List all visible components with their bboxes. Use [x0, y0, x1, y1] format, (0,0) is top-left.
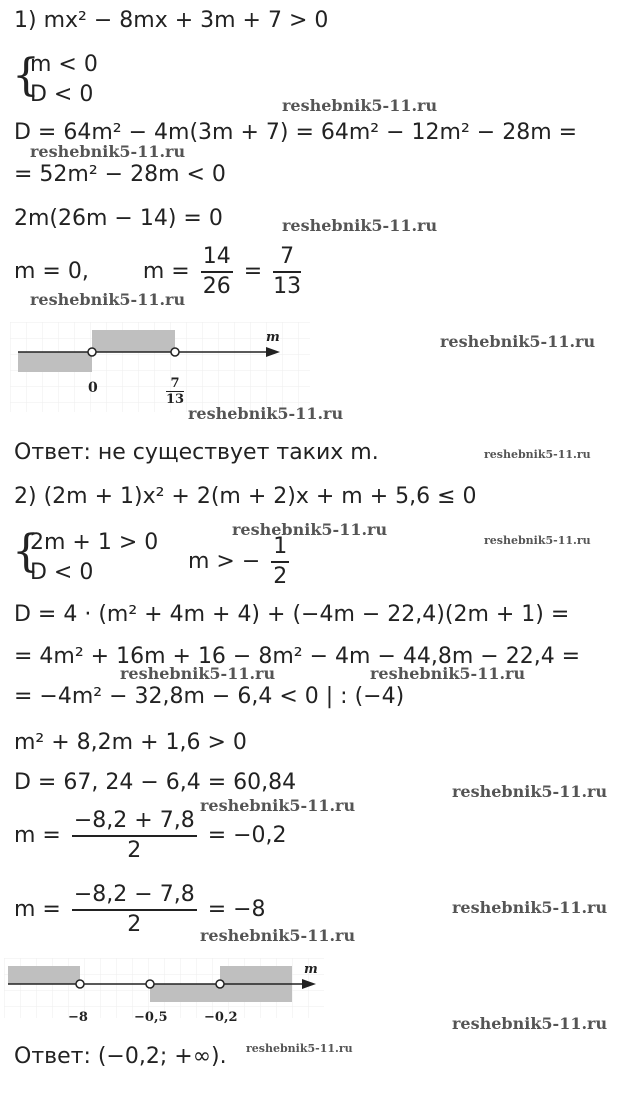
- watermark: reshebnik5-11.ru: [120, 664, 276, 683]
- reduced-inequality: m² + 8,2m + 1,6 > 0: [14, 730, 247, 755]
- system-brace-2: {: [12, 526, 40, 577]
- system2-line2: D < 0: [30, 560, 94, 585]
- d2-value: D = 67, 24 − 6,4 = 60,84: [14, 770, 297, 795]
- point-zero: [88, 348, 96, 356]
- tick-minus-0-5: −0,5: [134, 1010, 168, 1025]
- discriminant-line1: D = 64m² − 4m(3m + 7) = 64m² − 12m² − 28m =: [14, 120, 578, 145]
- number-line-1: [10, 322, 310, 412]
- watermark: reshebnik5-11.ru: [452, 782, 608, 801]
- answer-1: Ответ: не существует таких m.: [14, 440, 379, 465]
- watermark: reshebnik5-11.ru: [282, 216, 438, 235]
- d2-line2: = 4m² + 16m + 16 − 8m² − 4m − 44,8m − 22,4 =: [14, 644, 581, 669]
- discriminant-line2: = 52m² − 28m < 0: [14, 162, 226, 187]
- root-2: m = $\frac{-8,2 - 7,8}{2}$ = −8: [14, 882, 266, 937]
- system2-line1: 2m + 1 > 0: [30, 530, 159, 555]
- watermark: reshebnik5-11.ru: [452, 1014, 608, 1033]
- equals-sign: =: [243, 259, 263, 284]
- tick-7-13: 7 13: [166, 376, 185, 407]
- fraction-root-2: $\frac{-8,2 - 7,8}{2}$: [73, 882, 195, 937]
- roots-equation: 2m(26m − 14) = 0: [14, 206, 223, 231]
- tick-minus-0-2: −0,2: [204, 1010, 238, 1025]
- point-minus-0-5: [146, 980, 154, 988]
- shade-middle: [92, 330, 175, 352]
- point-minus-0-2: [216, 980, 224, 988]
- watermark: reshebnik5-11.ru: [30, 142, 186, 161]
- condition-m: m > − $\frac{1}{2}$: [188, 534, 288, 589]
- system-brace: {: [12, 50, 40, 101]
- fraction-root-1: $\frac{-8,2 + 7,8}{2}$: [73, 808, 195, 863]
- problem1-inequality: 1) mx² − 8mx + 3m + 7 > 0: [14, 8, 329, 33]
- watermark: reshebnik5-11.ru: [30, 290, 186, 309]
- tick-0: 0: [88, 380, 98, 396]
- root-label: m =: [142, 259, 190, 284]
- fraction-14-26: $\frac{14}{26}$: [202, 244, 231, 299]
- tick-minus-8: −8: [68, 1010, 88, 1025]
- fraction-1-2: $\frac{1}{2}$: [273, 534, 288, 589]
- number-line-2: [4, 958, 324, 1018]
- watermark: reshebnik5-11.ru: [232, 520, 388, 539]
- watermark: reshebnik5-11.ru: [246, 1042, 353, 1055]
- shade-right-2: [220, 966, 292, 984]
- fraction-7-13: $\frac{7}{13}$: [273, 244, 302, 299]
- watermark: reshebnik5-11.ru: [200, 926, 356, 945]
- axis-label-m-2: m: [304, 962, 318, 977]
- watermark: reshebnik5-11.ru: [200, 796, 356, 815]
- d2-line3: = −4m² − 32,8m − 6,4 < 0 | : (−4): [14, 684, 405, 709]
- shade-left-2: [8, 966, 80, 984]
- root-1: m = $\frac{-8,2 + 7,8}{2}$ = −0,2: [14, 808, 287, 863]
- axis-label-m: m: [266, 330, 280, 345]
- watermark: reshebnik5-11.ru: [282, 96, 438, 115]
- watermark: reshebnik5-11.ru: [370, 664, 526, 683]
- watermark: reshebnik5-11.ru: [484, 448, 591, 461]
- d2-line1: D = 4 · (m² + 4m + 4) + (−4m − 22,4)(2m + 1) =: [14, 602, 570, 627]
- watermark: reshebnik5-11.ru: [452, 898, 608, 917]
- point-7-13: [171, 348, 179, 356]
- answer-2: Ответ: (−0,2; +∞).: [14, 1044, 227, 1069]
- shade-left: [18, 352, 92, 372]
- watermark: reshebnik5-11.ru: [440, 332, 596, 351]
- problem2-inequality: 2) (2m + 1)x² + 2(m + 2)x + m + 5,6 ≤ 0: [14, 484, 477, 509]
- system1-line2: D < 0: [30, 82, 94, 107]
- root-zero: m = 0,: [14, 259, 89, 284]
- system1-line1: m < 0: [30, 52, 98, 77]
- watermark: reshebnik5-11.ru: [188, 404, 344, 423]
- watermark: reshebnik5-11.ru: [484, 534, 591, 547]
- point-minus-8: [76, 980, 84, 988]
